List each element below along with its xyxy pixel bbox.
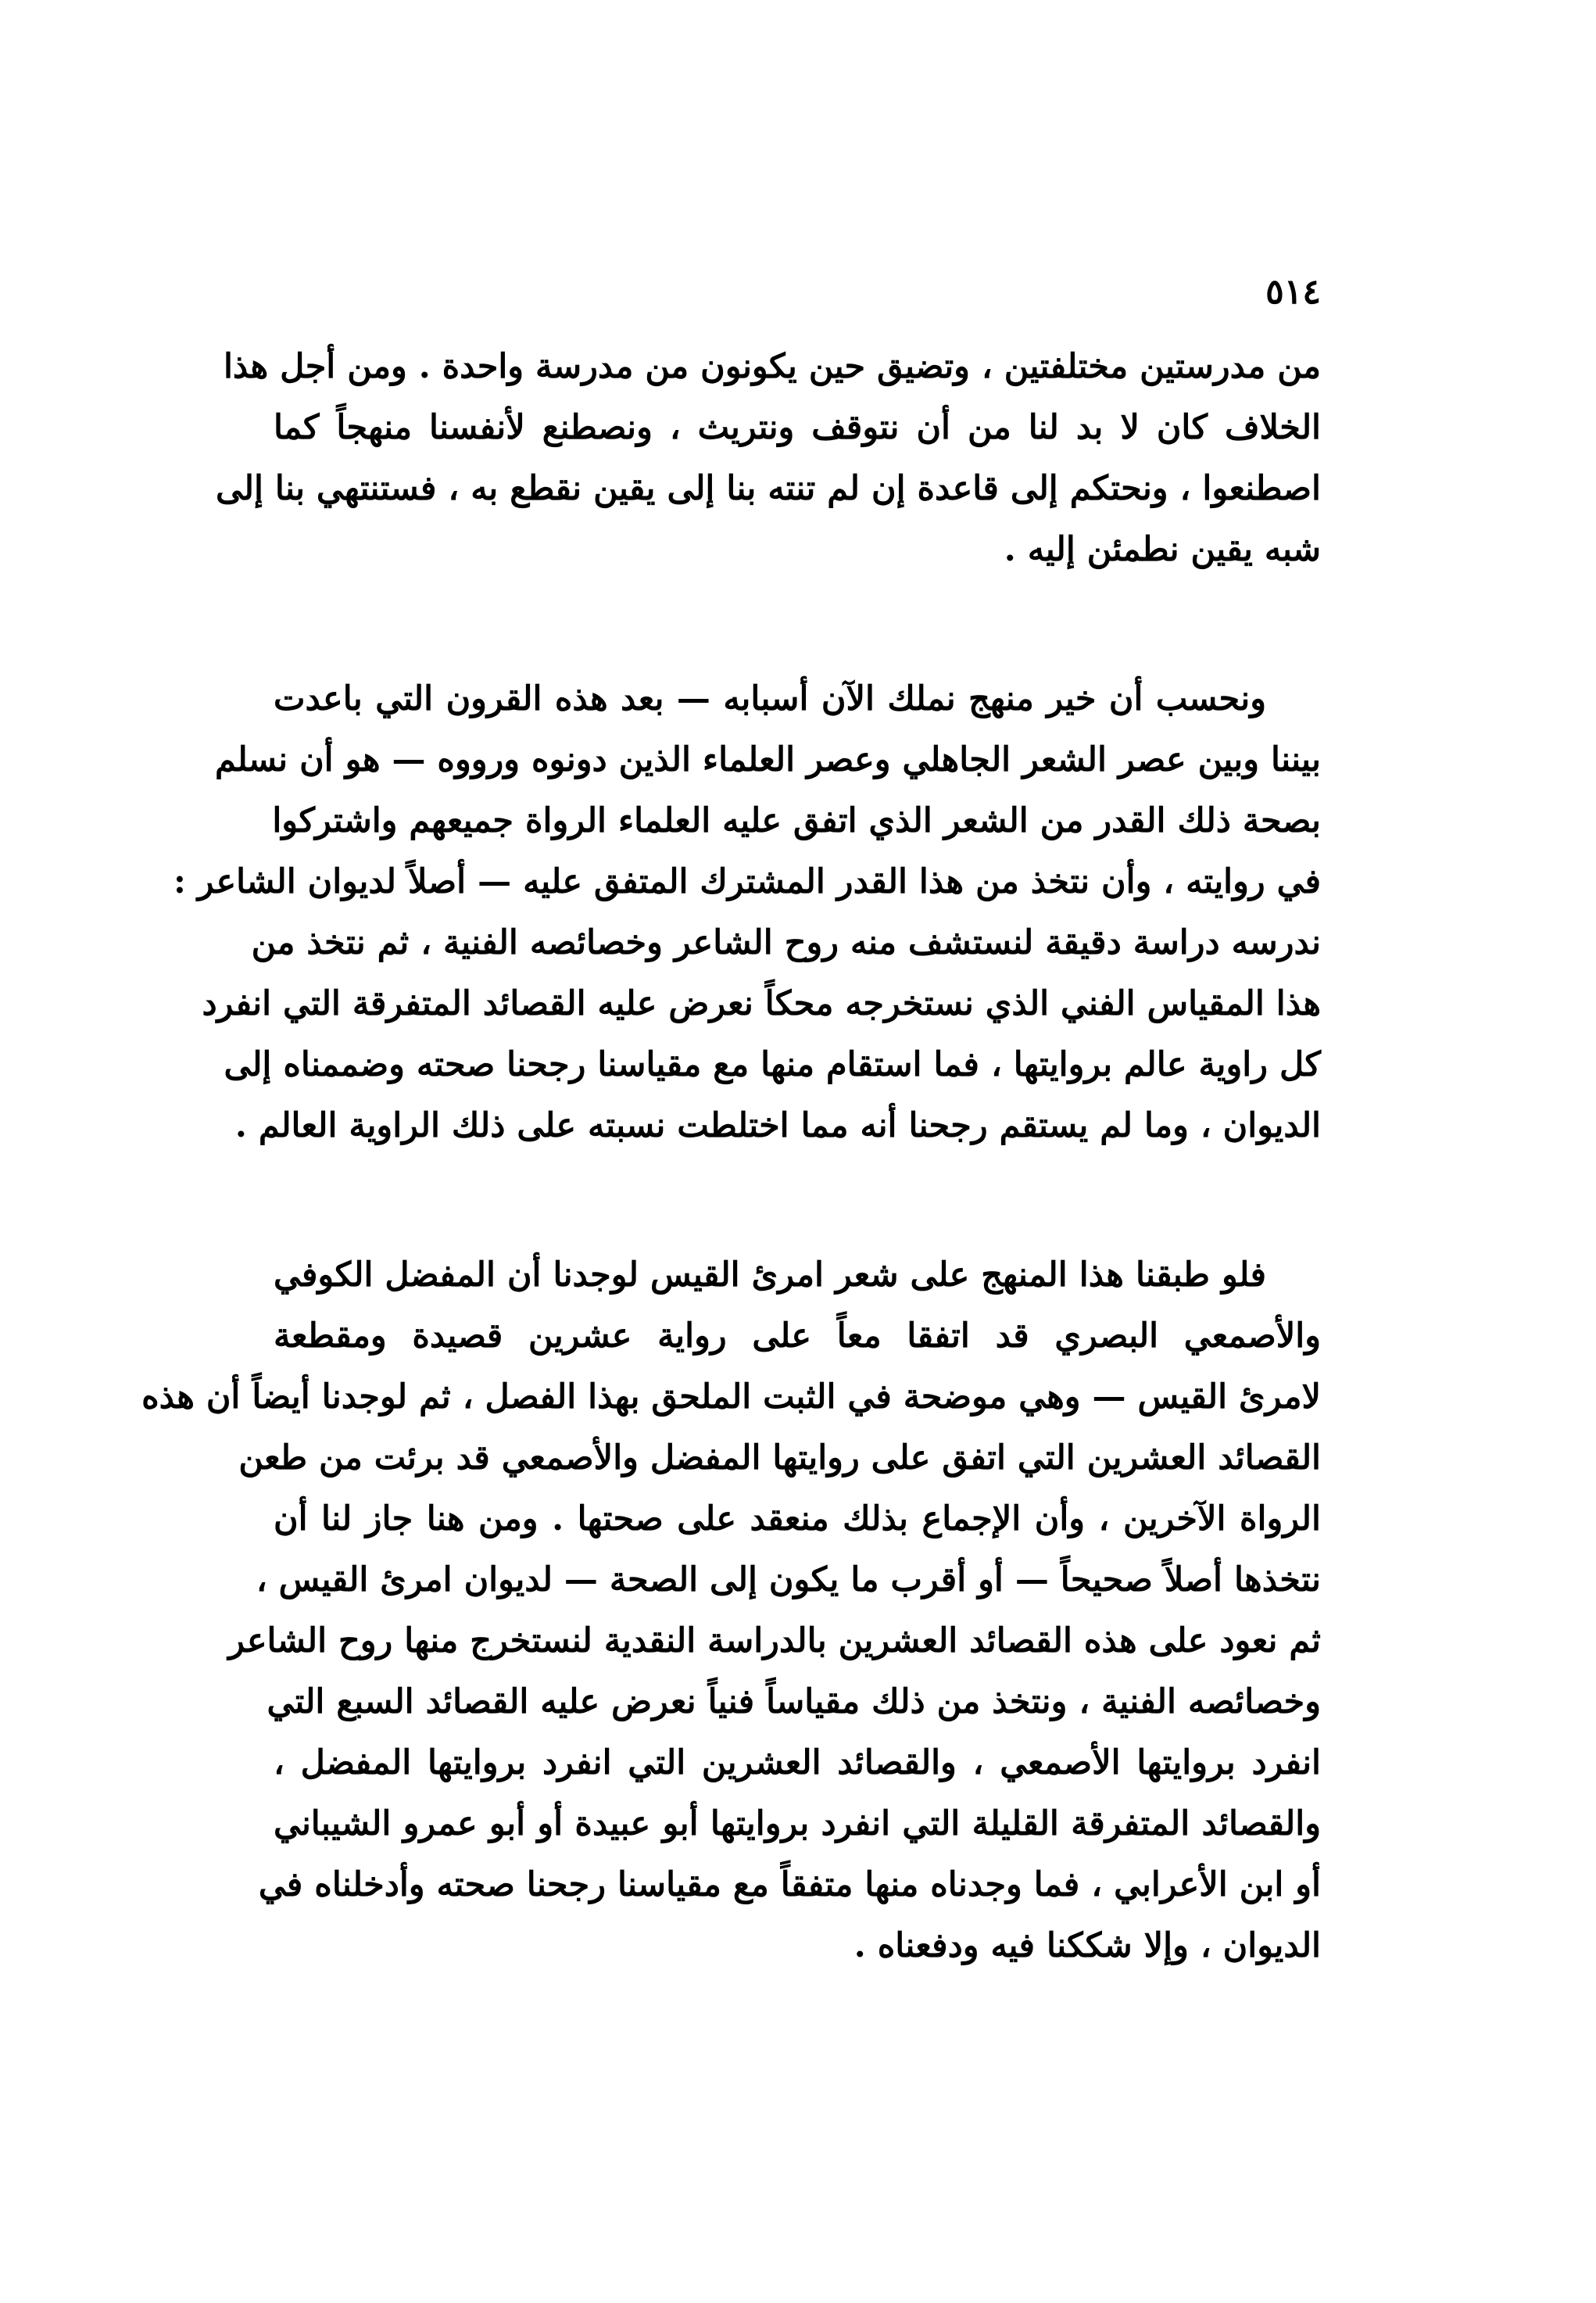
paragraph-2 (173, 668, 1321, 1156)
text-line: الرواة الآخرين ، وأن الإجماع بذلك منعقد على صحتها . ومن هنا جاز لنا أن (274, 1499, 1321, 1538)
text-line: كل راوية عالم بروايتها ، فما استقام منها مع مقياسنا رجحنا صحته وضممناه إلى (224, 1045, 1321, 1084)
text-line: بصحة ذلك القدر من الشعر الذي اتفق عليه العلماء الرواة جميعهم واشتركوا (272, 801, 1321, 840)
text-line: والأصمعي البصري قد اتفقا معاً على رواية عشرين قصيدة ومقطعة (274, 1316, 1321, 1356)
text-line: لامرئ القيس — وهي موضحة في الثبت الملحق بهذا الفصل ، ثم لوجدنا أيضاً أن هذه (141, 1377, 1321, 1417)
text-line: الخلاف كان لا بد لنا من أن نتوقف ونتريث ، ونصطنع لأنفسنا منهجاً كما (274, 408, 1321, 447)
text-line: الديوان ، وإلا شككنا فيه ودفعناه . (853, 1926, 1321, 1965)
paragraph-3 (141, 1245, 1321, 1976)
text-line: نتخذها أصلاً صحيحاً — أو أقرب ما يكون إلى الصحة — لديوان امرئ القيس ، (256, 1560, 1321, 1599)
text-line: هذا المقياس الفني الذي نستخرجه محكاً نعرض عليه القصائد المتفرقة التي انفرد (202, 984, 1321, 1023)
text-line: أو ابن الأعرابي ، فما وجدناه منها متفقاً مع مقياسنا رجحنا صحته وأدخلناه في (258, 1865, 1321, 1904)
paragraph-1 (216, 336, 1321, 580)
text-line: اصطنعوا ، ونحتكم إلى قاعدة إن لم تنته بنا إلى يقين نقطع به ، فستنتهي بنا إلى (216, 469, 1321, 508)
text-line: ونحسب أن خير منهج نملك الآن أسبابه — بعد هذه القرون التي باعدت (274, 679, 1266, 718)
text-line: ثم نعود على هذه القصائد العشرين بالدراسة النقدية لنستخرج منها روح الشاعر (228, 1621, 1321, 1660)
text-line: بيننا وبين عصر الشعر الجاهلي وعصر العلماء الذين دونوه ورووه — هو أن نسلم (214, 740, 1321, 779)
text-line: القصائد العشرين التي اتفق على روايتها المفضل والأصمعي قد برئت من طعن (238, 1438, 1321, 1477)
text-line: فلو طبقنا هذا المنهج على شعر امرئ القيس لوجدنا أن المفضل الكوفي (274, 1255, 1266, 1295)
page-number: ٥١٤ (1265, 272, 1321, 312)
text-line: انفرد بروايتها الأصمعي ، والقصائد العشرين التي انفرد بروايتها المفضل ، (274, 1743, 1321, 1782)
text-line: الديوان ، وما لم يستقم رجحنا أنه مما اختلطت نسبته على ذلك الراوية العالم . (234, 1106, 1321, 1145)
text-line: والقصائد المتفرقة القليلة التي انفرد بروايتها أبو عبيدة أو أبو عمرو الشيباني (274, 1804, 1321, 1843)
text-line: وخصائصه الفنية ، ونتخذ من ذلك مقياساً فنياً نعرض عليه القصائد السبع التي (267, 1682, 1321, 1721)
text-line: في روايته ، وأن نتخذ من هذا القدر المشترك المتفق عليه — أصلاً لديوان الشاعر : (173, 862, 1321, 901)
text-line: ندرسه دراسة دقيقة لنستشف منه روح الشاعر وخصائصه الفنية ، ثم نتخذ من (251, 923, 1321, 962)
text-line: من مدرستين مختلفتين ، وتضيق حين يكونون من مدرسة واحدة . ومن أجل هذا (223, 347, 1321, 386)
text-line: شبه يقين نطمئن إليه . (1004, 530, 1321, 569)
